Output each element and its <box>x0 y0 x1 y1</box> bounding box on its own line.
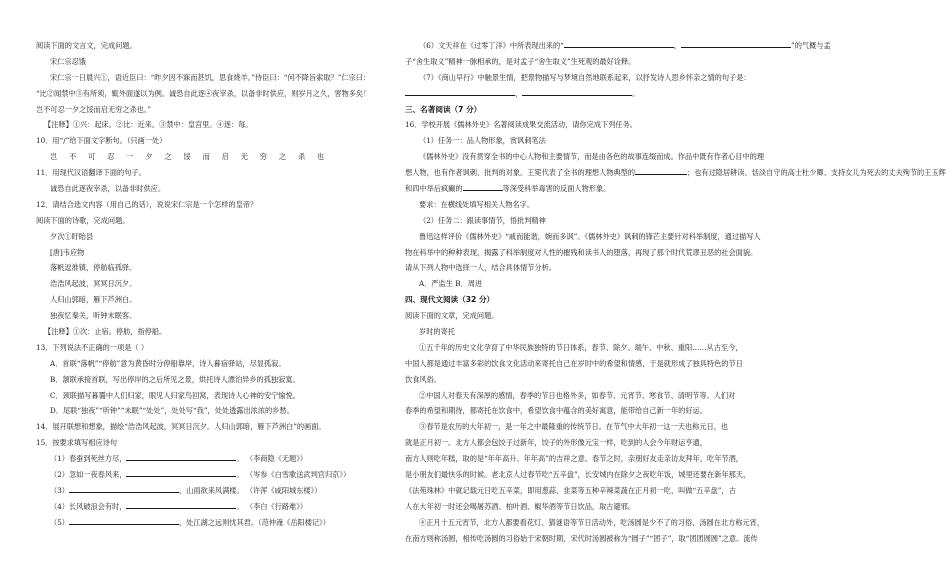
answer-blank[interactable] <box>681 39 791 48</box>
text-line <box>36 403 388 419</box>
answer-blank[interactable] <box>463 182 503 191</box>
line-text: 请从下列人物中选择一人，结合具体情节分析。 <box>405 263 556 273</box>
line-text: （1）春蚕到死丝方尽， <box>50 454 127 464</box>
section-heading <box>405 102 761 118</box>
line-text: A．首联“落帆”“停舫”意为黄昏时分停船靠岸，诗人暮宿驿站，尽显孤寂。 <box>50 358 286 368</box>
text-line <box>36 149 388 165</box>
line-text: （5） <box>50 517 69 527</box>
line-text: ④正月十五元宵节，北方人都要看花灯、猜谜语等节日活动外，吃汤圆是少不了的习俗，汤圆在北方称元宵， <box>419 517 765 527</box>
line-text: ③春节是农历的大年初一，是一年之中最隆重的传统节日。在节气中大年初一这一天也称元日，也 <box>419 422 729 432</box>
text-line <box>405 213 761 229</box>
line-text: （2）任务二：跟读事情节，悟批判精神 <box>419 215 546 225</box>
text-line <box>405 308 761 324</box>
line-text: B．颔联承接首联，写出停岸的之后所见之景，烘托诗人漂泊异乡的孤独寂寞。 <box>50 374 300 384</box>
line-text: 子“舍生取义”精神一脉相承的，是对孟子“舍生取义”生死观的最好诠释。 <box>405 56 636 66</box>
line-text: 浩浩风起波，冥冥日沉夕。 <box>50 279 137 289</box>
text-line <box>36 245 388 261</box>
line-text-mid: ， <box>515 88 523 98</box>
line-text: 诚恐自此逐夜宰杀，以备非时供应。 <box>50 184 166 194</box>
line-text: （2）忽如一夜春风来， <box>50 470 127 480</box>
line-text: 宋仁宗一日晨兴①，语近臣曰：“昨夕因不寐而甚饥，思食烧羊。”侍臣曰：“何不降旨索取？”仁宗曰： <box>50 72 371 82</box>
answer-blank[interactable] <box>522 87 632 96</box>
line-text: 11．用现代汉语翻译下面的句子。 <box>36 168 146 178</box>
line-text-after: ，山雨欲来风满楼。 （许浑《咸阳城东楼》） <box>178 485 322 495</box>
text-line <box>36 419 388 435</box>
line-text-after: ”的气概与孟 <box>791 41 831 50</box>
line-text: ②中国人对春天有深厚的感情，春季的节日也格外多，如春节、元宵节、寒食节、清明节等。人们对 <box>419 390 736 400</box>
line-text: 独夜忆秦关，听钟未眠客。 <box>50 311 137 321</box>
text-line <box>36 117 388 133</box>
text-line <box>36 515 388 531</box>
text-line <box>36 467 388 483</box>
answer-blank[interactable] <box>126 452 236 461</box>
text-line <box>36 213 388 229</box>
line-text-after: ；也有过隐居耕读、恬淡自守的高士杜少卿、支持女儿为死去的丈夫殉节的王玉辉 <box>687 168 946 178</box>
text-line <box>36 483 388 499</box>
line-text: 是小朋友们最快乐的时候。老北京人过春节吃“五辛盘”，长安城内在除夕之夜吃年饭，城里还要在新年那天， <box>405 470 751 480</box>
text-line <box>405 197 761 213</box>
text-line <box>405 117 761 133</box>
line-text: （6）文天祥在《过零丁洋》中所表现出来的“ <box>419 41 564 50</box>
left-column <box>36 38 388 553</box>
answer-blank[interactable] <box>69 484 179 493</box>
text-line <box>36 308 388 324</box>
text-line <box>36 372 388 388</box>
line-text: 中国人都是通过丰富多彩的饮食文化活动来寄托自己在岁时中的希望和情感，于是就形成了独具特色的节日 <box>405 358 743 368</box>
text-line <box>405 54 761 70</box>
line-text: ①五千年的历史文化孕育了中华民族独特的节日体系，春节、除夕、端午、中秋、重阳……从古至今， <box>419 342 743 352</box>
line-text: D．尾联“独夜”“听钟”“未眠”“处处”，处处写“我”，处处透露出浓浓的乡愁。 <box>50 406 294 416</box>
text-line <box>36 102 388 118</box>
text-line <box>405 356 761 372</box>
text-line <box>36 197 388 213</box>
text-line <box>405 531 761 547</box>
line-text: 南方人则吃年糕，取的是“年年高升、年年高”的吉祥之意。春节之时，亲朋好友走亲访友拜年，吃年节酒， <box>405 454 743 464</box>
answer-blank[interactable] <box>126 468 236 477</box>
line-text-after: 。 （李白《行路难》） <box>236 501 308 511</box>
line-text: （3） <box>50 485 69 495</box>
text-line <box>36 70 388 86</box>
line-text-mid: ， <box>673 41 682 50</box>
text-line <box>405 372 761 388</box>
line-text-after: 。 （岑参《白雪歌送武判官归京》） <box>236 470 351 480</box>
text-line <box>36 324 388 340</box>
line-text: 落帆逗淮镇，停舫临孤驿。 <box>50 263 137 273</box>
text-line <box>36 340 388 356</box>
text-line <box>405 149 765 165</box>
line-text: 12．请结合选文内容（用自己的话），说说宋仁宗是一个怎样的皇帝？ <box>36 199 258 209</box>
section-heading <box>405 292 761 308</box>
line-text: 春季的希望和期待，都寄托在饮食中，希望饮食中蕴含的美好寓意，能带给自己新一年的好运。 <box>405 406 707 416</box>
answer-blank[interactable] <box>126 500 236 509</box>
text-line <box>405 419 761 435</box>
text-line <box>405 403 761 419</box>
line-text: 夕次①盱眙县 <box>50 231 94 241</box>
line-text: A．严监生 B．周进 <box>419 279 483 289</box>
line-text: 岁时的寄托 <box>419 327 455 337</box>
line-text: 岂 不 可 忍 一 夕 之 馁 而 启 无 穷 之 杀 也 <box>50 152 329 162</box>
line-text: 《法苑珠林》中就记载元日吃五辛菜，即用葱蒜，韭菜等五种辛辣菜蔬在正月初一吃，叫做“五辛盘”，古 <box>405 485 736 495</box>
text-line <box>36 229 388 245</box>
text-line <box>405 38 831 54</box>
line-text: 鲁迅这样评价《儒林外史》“戚而能谐，婉而多讽”。《儒林外史》讽刺的锋芒主要针对科举制度，通过描写人 <box>419 231 761 241</box>
answer-blank[interactable] <box>69 516 179 525</box>
text-line <box>36 133 388 149</box>
line-text: “比②闻禁中③有所须，辄外面遂以为例。诚恐自此逐④夜宰杀，以备非时供应，则岁月之久，害物多矣！ <box>36 88 371 98</box>
text-line <box>405 499 761 515</box>
text-line <box>36 435 388 451</box>
text-line <box>36 165 388 181</box>
line-text: 《儒林外史》没有贯穿全书的中心人物和主要情节，而是由各色的故事连缀而成。作品中既有作者心目中的理 <box>419 152 765 162</box>
text-line <box>405 181 761 197</box>
text-line <box>405 324 761 340</box>
line-text: 物在科举中的种种表现，揭露了科举制度对人性的摧残和读书人的堕落，再现了那个时代荒谬丑恶的社会面貌。 <box>405 247 758 257</box>
line-text: 四、现代文阅读（32 分） <box>405 295 495 305</box>
line-text-after: ，处江湖之远则忧其君。（范仲淹《岳阳楼记》） <box>178 517 330 527</box>
text-line <box>36 388 388 404</box>
text-line <box>36 260 388 276</box>
answer-blank[interactable] <box>635 166 687 175</box>
line-text: 人在大年初一时还会喝屠苏酒、柏叶酒、椒华酒等节日饮品，取古避邪。 <box>405 501 636 511</box>
line-text: C．颈联描写暮霭中人们归家，眼见人归家鸟回窝，表现诗人心神的安宁愉悦。 <box>50 390 300 400</box>
line-text-after: 。 （李商隐《无题》） <box>236 454 308 464</box>
line-text: （7）《商山早行》中触景生情，把景物描写与梦境自然地联系起来，以抒发诗人思乡怀亲之情的句子是： <box>419 72 751 82</box>
line-text: 宋仁宗忍饿 <box>50 56 86 66</box>
line-text: 想人物，也有作者讽刺、批判的对象。王冕代表了全书的理想人物典型的 <box>405 168 636 178</box>
text-line <box>405 86 761 102</box>
answer-blank[interactable] <box>405 87 515 96</box>
line-text: 饮食风俗。 <box>405 374 441 384</box>
line-text-after: 。 <box>632 88 640 98</box>
text-line <box>405 388 761 404</box>
text-line <box>36 276 388 292</box>
line-text: 阅读下面的文言文，完成问题。 <box>36 41 137 50</box>
text-line <box>405 165 946 181</box>
line-text: 在南方则称汤圆，相传吃汤圆的习俗始于宋朝时期，宋代时汤圆被称为“圆子”“团子”，取“团团圆圆”之意。流传 <box>405 533 758 543</box>
text-line <box>405 245 761 261</box>
line-text: [唐]韦应物 <box>50 247 85 257</box>
text-line <box>405 467 761 483</box>
line-text: 和四中举后疯癫的 <box>405 184 463 194</box>
line-text: 【注释】①兴：起床。②比：近来。③禁中：皇宫里。④逐：每。 <box>44 120 253 130</box>
text-line <box>36 499 388 515</box>
text-line <box>36 356 388 372</box>
right-column <box>405 38 946 553</box>
line-text: 15．按要求填写相应诗句 <box>36 438 118 448</box>
line-text: 三、名著阅读（7 分） <box>405 104 482 114</box>
text-line <box>36 86 388 102</box>
line-text: 14．展开联想和想象，描绘“浩浩风起波，冥冥日沉夕。人归山郭暗，雁下芦洲白”的画面。 <box>36 422 326 432</box>
line-text: （4）长风破浪会有时， <box>50 501 127 511</box>
line-text-after: 等深受科举毒害的反面人物形象。 <box>502 184 611 194</box>
text-line <box>36 292 388 308</box>
line-text: 13．下列说法不正确的一项是（ ） <box>36 342 149 352</box>
text-line <box>405 70 761 86</box>
text-line <box>36 54 388 70</box>
text-line <box>405 515 765 531</box>
text-line <box>405 435 761 451</box>
line-text: 16．学校开展《儒林外史》名著阅读成果交流活动，请你完成下列任务。 <box>405 120 637 130</box>
text-line <box>36 181 388 197</box>
text-line <box>405 133 761 149</box>
text-line <box>405 340 761 356</box>
line-text: 就是正月初一。北方人都会包饺子过新年，饺子的外形像元宝一样，吃到的人会今年财运亨通， <box>405 438 707 448</box>
line-text: 10．用“/”给下面文字断句。（只画一处） <box>36 136 167 146</box>
text-line <box>36 451 388 467</box>
line-text: （1）任务一：品人物形象，赏讽刺笔法 <box>419 136 546 146</box>
line-text: 岂不可忍一夕之馁而启无穷之杀也。” <box>36 104 152 114</box>
answer-blank[interactable] <box>564 39 674 48</box>
text-line <box>405 276 761 292</box>
text-line <box>405 451 761 467</box>
text-line <box>405 260 761 276</box>
line-text: 人归山郭暗，雁下芦洲白。 <box>50 295 137 305</box>
line-text: 阅读下面的文章，完成问题。 <box>405 311 499 321</box>
text-line <box>36 38 388 54</box>
line-text: 【注释】①次：止宿。停舫，指停船。 <box>44 327 167 337</box>
text-line <box>405 229 761 245</box>
line-text: 要求：在横线处填写相关人物名字。 <box>419 199 535 209</box>
text-line <box>405 483 761 499</box>
line-text: 阅读下面的诗歌，完成问题。 <box>36 215 130 225</box>
